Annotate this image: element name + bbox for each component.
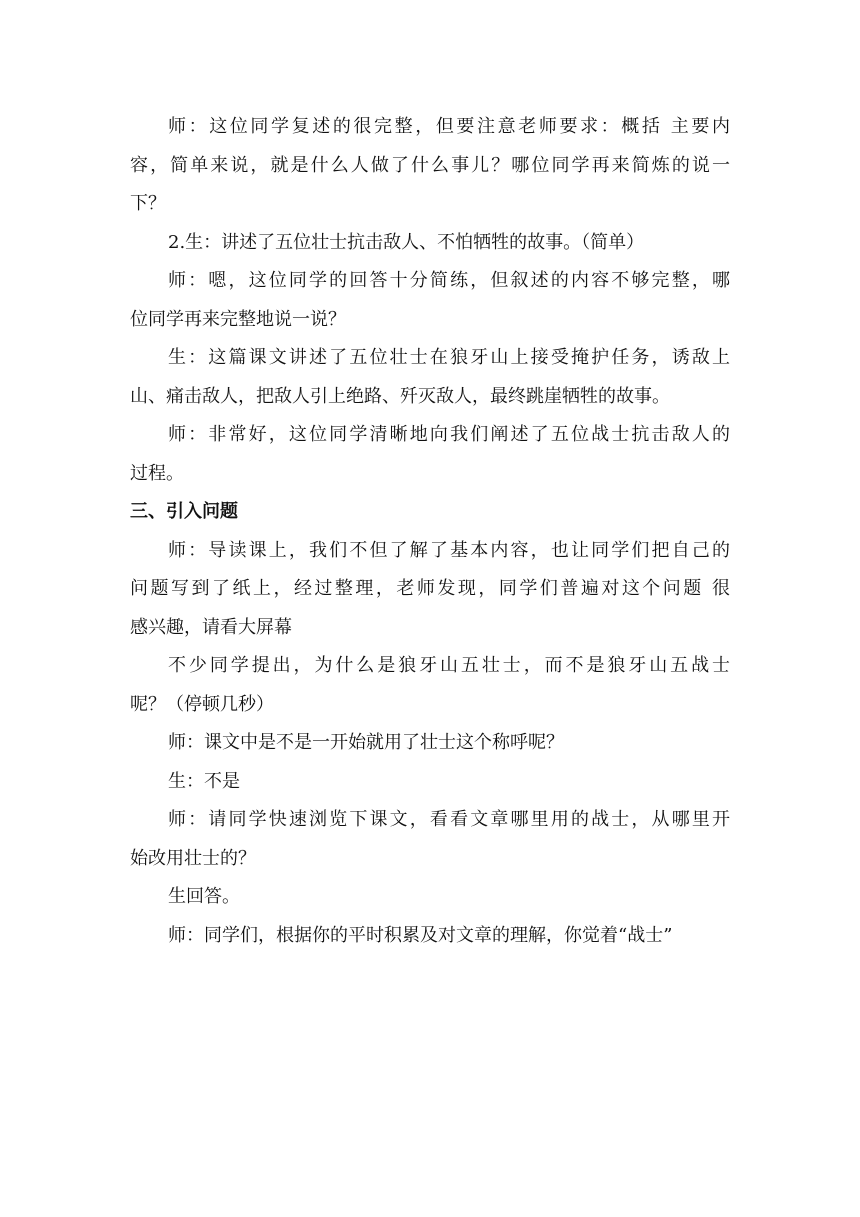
text-line: 师：课文中是不是一开始就用了壮士这个称呼呢？ [168, 732, 564, 753]
text-line: 生：这篇课文讲述了五位壮士在狼牙山上接受掩护任务，诱敌上 [168, 347, 730, 368]
paragraph [130, 763, 730, 802]
paragraph [130, 262, 730, 339]
text-line: 呢？（停顿几秒） [130, 693, 274, 715]
text-line: 师：非常好，这位同学清晰地向我们阐述了五位战士抗击敌人的 [168, 424, 730, 445]
text-line: 师：请同学快速浏览下课文，看看文章哪里用的战士，从哪里开 [168, 809, 730, 830]
text-line: 师：嗯，这位同学的回答十分简练，但叙述的内容不够完整，哪 [168, 270, 730, 291]
paragraph [130, 724, 730, 763]
text-line: 感兴趣，请看大屏幕 [130, 616, 292, 638]
text-line: 师：这位同学复述的很完整，但要注意老师要求：概括 主要内 [168, 116, 730, 137]
text-line: 不少同学提出，为什么是狼牙山五壮士，而不是狼牙山五战士 [168, 655, 730, 676]
text-line: 容，简单来说，就是什么人做了什么事儿？哪位同学再来简炼的说一 [130, 154, 730, 176]
paragraph [130, 878, 730, 917]
paragraph [130, 647, 730, 724]
text-line: 山、痛击敌人，把敌人引上绝路、歼灭敌人，最终跳崖牺牲的故事。 [130, 385, 670, 407]
document-page [130, 108, 730, 955]
text-line: 生：不是 [168, 770, 240, 792]
text-line: 问题写到了纸上，经过整理，老师发现，同学们普遍对这个问题 很 [130, 578, 730, 599]
paragraph [130, 108, 730, 224]
paragraph [130, 801, 730, 878]
text-line: 始改用壮士的？ [130, 847, 256, 869]
text-line: 师：同学们，根据你的平时积累及对文章的理解，你觉着“战士” [168, 924, 673, 946]
text-line: 下？ [130, 193, 166, 214]
paragraph [130, 917, 730, 956]
text-line: 位同学再来完整地说一说？ [130, 308, 346, 330]
paragraph [130, 224, 730, 263]
paragraph [130, 416, 730, 493]
paragraph [130, 532, 730, 648]
text-line: 生回答。 [168, 886, 240, 907]
text-line: 过程。 [130, 462, 184, 484]
section-heading [130, 493, 730, 532]
text-line: 三、引入问题 [130, 501, 238, 522]
paragraph [130, 339, 730, 416]
text-line: 2.生：讲述了五位壮士抗击敌人、不怕牺牲的故事。（简单） [168, 231, 645, 253]
text-line: 师：导读课上，我们不但了解了基本内容，也让同学们把自己的 [168, 539, 730, 561]
